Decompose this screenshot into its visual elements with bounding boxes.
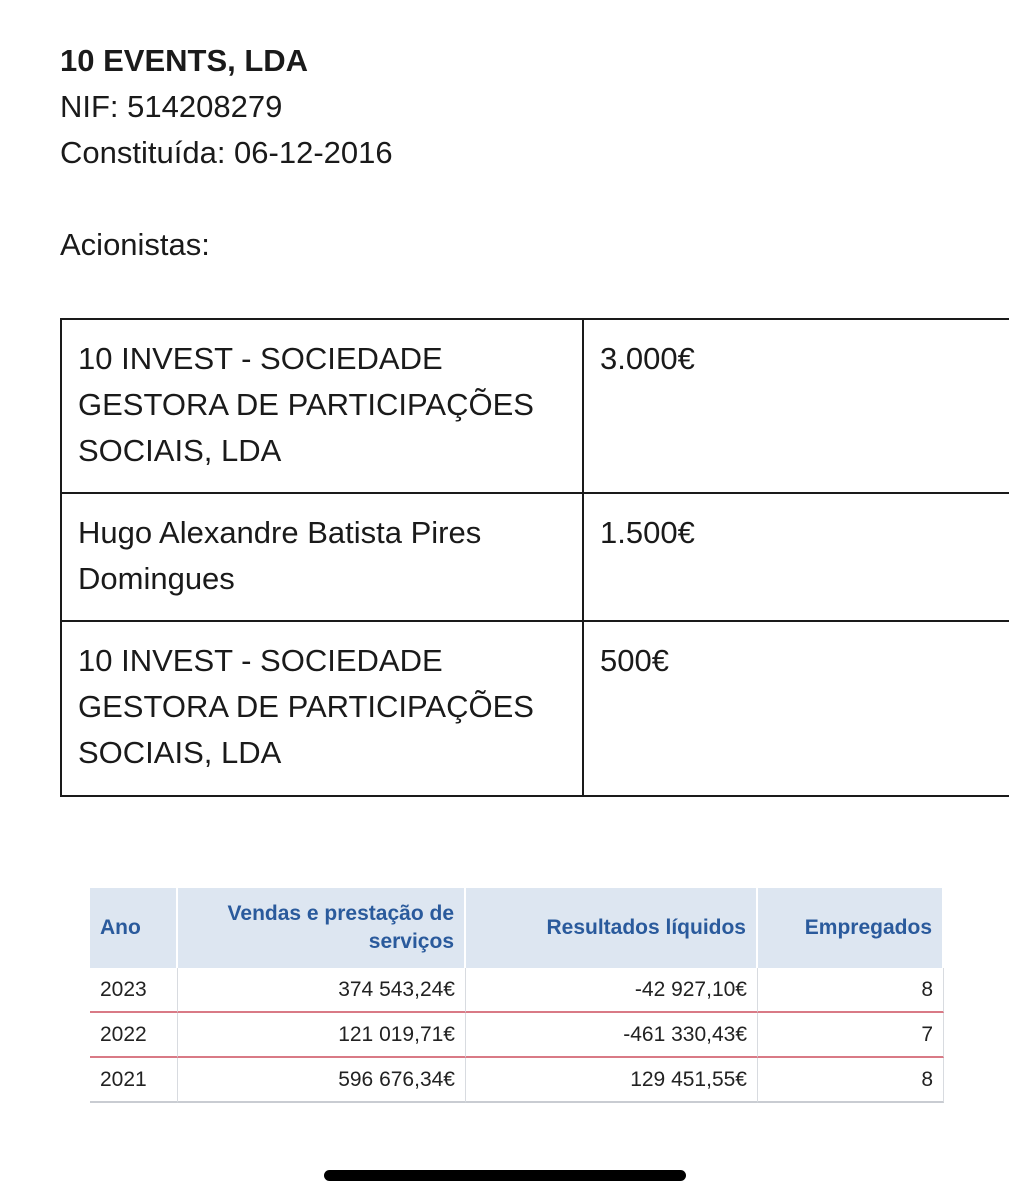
cell-resultados: -42 927,10€: [466, 968, 758, 1013]
financials-panel: [68, 880, 933, 1120]
financials-row: [90, 1058, 944, 1103]
header-ano: Ano: [90, 888, 178, 968]
header-resultados: Resultados líquidos: [466, 888, 758, 968]
shareholder-row: [61, 493, 1009, 621]
financials-row: [90, 1013, 944, 1058]
shareholders-label: Acionistas:: [60, 227, 210, 262]
financials-row: [90, 968, 944, 1013]
company-header: [60, 38, 960, 176]
cell-ano: 2023: [90, 968, 178, 1013]
shareholder-name: Hugo Alexandre Batista Pires Domingues: [61, 493, 583, 621]
cell-resultados: -461 330,43€: [466, 1013, 758, 1058]
financials-header-row: [90, 888, 944, 968]
cell-vendas: 596 676,34€: [178, 1058, 466, 1103]
shareholder-row: [61, 319, 1009, 493]
shareholder-name: 10 INVEST - SOCIEDADE GESTORA DE PARTICIPAÇÕES SOCIAIS, LDA: [61, 621, 583, 796]
shareholder-amount: 3.000€: [583, 319, 1009, 493]
cell-empregados: 7: [758, 1013, 944, 1058]
cell-empregados: 8: [758, 1058, 944, 1103]
shareholder-name: 10 INVEST - SOCIEDADE GESTORA DE PARTICIPAÇÕES SOCIAIS, LDA: [61, 319, 583, 493]
company-nif: NIF: 514208279: [60, 89, 283, 124]
cell-vendas: 374 543,24€: [178, 968, 466, 1013]
header-vendas: Vendas e prestação de serviços: [178, 888, 466, 968]
cell-vendas: 121 019,71€: [178, 1013, 466, 1058]
shareholder-amount: 500€: [583, 621, 1009, 796]
shareholder-row: [61, 621, 1009, 796]
cell-resultados: 129 451,55€: [466, 1058, 758, 1103]
company-name: 10 EVENTS, LDA: [60, 43, 309, 78]
company-constituted-date: Constituída: 06-12-2016: [60, 135, 393, 170]
financials-table: [90, 888, 944, 1103]
cell-empregados: 8: [758, 968, 944, 1013]
shareholders-table: [60, 318, 1009, 797]
cell-ano: 2022: [90, 1013, 178, 1058]
shareholder-amount: 1.500€: [583, 493, 1009, 621]
home-indicator[interactable]: [324, 1170, 686, 1181]
cell-ano: 2021: [90, 1058, 178, 1103]
header-empregados: Empregados: [758, 888, 944, 968]
